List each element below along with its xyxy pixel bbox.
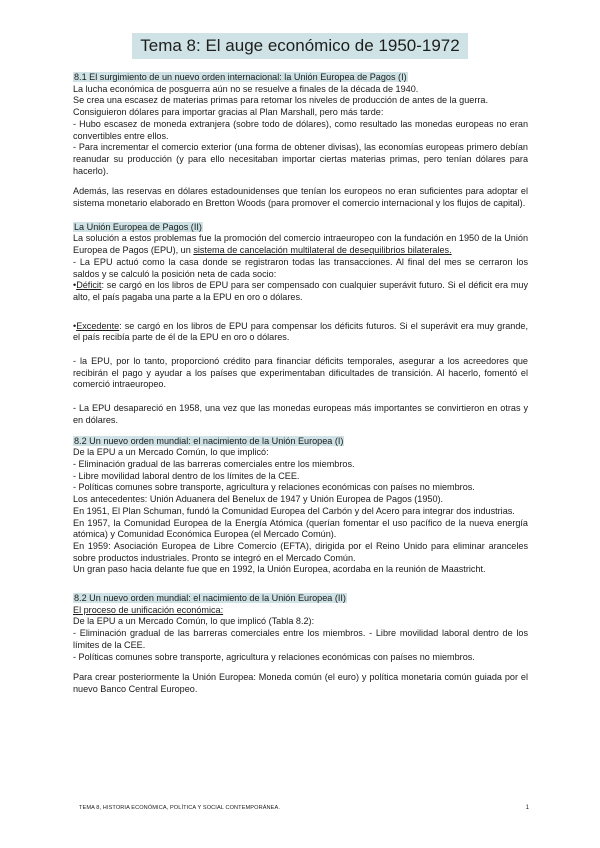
section-heading: La Unión Europea de Pagos (II) [74,221,202,232]
paragraph: La lucha económica de posguerra aún no se resuelve a finales de la década de 1940. [73,83,419,94]
section-subheading: El proceso de unificación económica: [73,604,224,615]
paragraph: De la EPU a un Mercado Común, lo que implicó: [73,447,269,458]
page-number: 1 [525,805,529,811]
paragraph: En 1957, la Comunidad Europea de la Energía Atómica (querían fomentar el uso pacífico de la nueva energía atómica) y Comunidad Económica Europea (el Mercado Común). [73,517,528,540]
paragraph: Para crear posteriormente la Unión Europea: Moneda común (el euro) y política monetaria común guiada por el nuevo Banco Central Europeo. [73,672,528,694]
section-heading: 8.1 El surgimiento de un nuevo orden internacional: la Unión Europea de Pagos (I) [74,72,407,82]
footer-text: TEMA 8, HISTORIA ECONÓMICA, POLÍTICA Y SOCIAL CONTEMPORÁNEA. [79,805,280,811]
paragraph: Consiguieron dólares para importar gracias al Plan Marshall, pero más tarde: [73,107,384,118]
paragraph: Se crea una escasez de materias primas para retomar los niveles de producción de antes de la guerra. [73,95,489,106]
paragraph: De la EPU a un Mercado Común, lo que implicó (Tabla 8.2): [73,616,315,627]
list-item: - Políticas comunes sobre transporte, agricultura y relaciones económicas con países no miembros. [73,651,475,662]
list-item: - la EPU, por lo tanto, proporcionó crédito para financiar déficits temporales, asegurar a los acreedores que recibirán el pago y ayudar a los países que experimentaban dificultades de transición. Al hacerlo, fomentó el comerció intraeuropeo. [73,356,528,390]
paragraph: Los antecedentes: Unión Aduanera del Benelux de 1947 y Unión Europea de Pagos (1950). [73,494,444,505]
paragraph: La solución a estos problemas fue la promoción del comercio intraeuropeo con la fundación en 1950 de la Unión Europea de Pagos (EPU), un sistema de cancelación multilateral de desequilibrios bilaterales. [73,233,528,256]
list-item: - Hubo escasez de moneda extranjera (sobre todo de dólares), como resultado las monedas europeas no eran convertibles entre ellos. [73,118,528,141]
list-item: - Para incrementar el comercio exterior (una forma de obtener divisas), las economías europeas primero debían reanudar su producción (y para ello necesitaban importar ciertas materias primas, pero tenían dólares para hacerlo). [73,142,528,176]
list-item: •Déficit: se cargó en los libros de EPU para ser compensado con cualquier superávit futuro. Si el déficit era muy alto, el país pagaba una parte a la EPU en oro o dólares. [73,280,528,302]
list-item: - Libre movilidad laboral dentro de los límites de la CEE. [73,470,300,481]
list-item: - La EPU desapareció en 1958, una vez que las monedas europeas más importantes se convirtieron en otras y en dólares. [73,403,528,425]
page-title: Tema 8: El auge económico de 1950-1972 [140,36,460,55]
paragraph: Además, las reservas en dólares estadounidenses que tenían los europeos no eran suficientes para adoptar el sistema monetario elaborado en Bretton Woods (para promover el comercio internacional y los flujos de capital). [73,186,528,209]
paragraph: En 1959: Asociación Europea de Libre Comercio (EFTA), dirigida por el Reino Unido para eliminar aranceles sobre productos industriales. Pronto se integró en el Mercado Común. [73,540,528,563]
paragraph: Un gran paso hacia delante fue que en 1992, la Unión Europea, acordaba en la reunión de Maastricht. [73,564,486,575]
section-heading: 8.2 Un nuevo orden mundial: el nacimiento de la Unión Europea (I) [74,435,344,446]
paragraph: En 1951, El Plan Schuman, fundó la Comunidad Europea del Carbón y del Acero para integrar dos industrias. [73,505,515,516]
document-body [73,72,528,696]
list-item: •Excedente: se cargó en los libros de EPU para compensar los déficits futuros. Si el superávit era muy grande, el país recibía parte de él de la EPU en oro o dólares. [73,320,528,343]
list-item: - Eliminación gradual de las barreras comerciales entre los miembros. - Libre movilidad laboral dentro de los límites de la CEE. [73,628,528,650]
section-heading: 8.2 Un nuevo orden mundial: el nacimiento de la Unión Europea (II) [74,593,346,604]
list-item: - La EPU actuó como la casa donde se registraron todas las transacciones. Al final del mes se cerraron los saldos y se calculó la posición neta de cada socio: [73,256,528,279]
list-item: - Eliminación gradual de las barreras comerciales entre los miembros. [73,458,355,469]
list-item: - Políticas comunes sobre transporte, agricultura y relaciones económicas con países no miembros. [73,482,475,493]
page-footer [79,804,529,812]
